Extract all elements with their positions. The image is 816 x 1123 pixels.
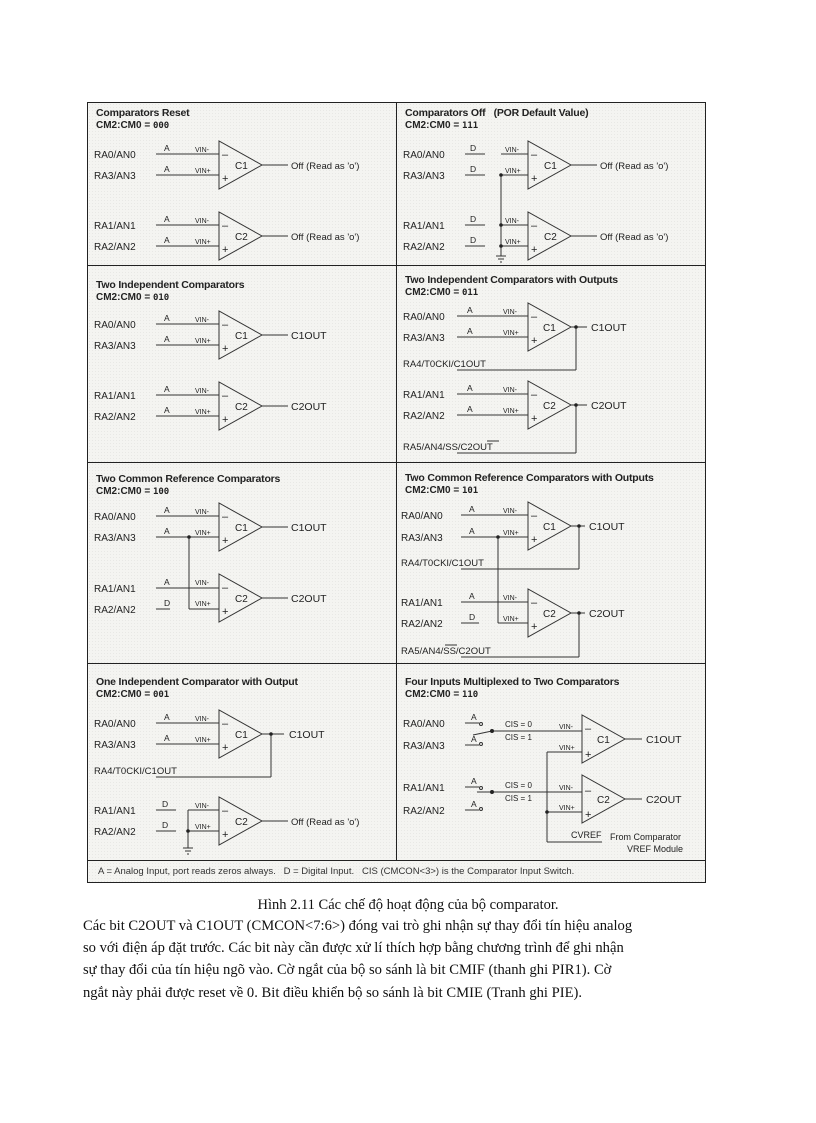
svg-text:CIS = 1: CIS = 1	[505, 733, 532, 742]
svg-text:D: D	[470, 164, 477, 174]
svg-text:D: D	[470, 143, 477, 153]
svg-text:C2: C2	[235, 817, 248, 828]
panel-title: Comparators Reset	[96, 107, 190, 119]
svg-text:RA2/AN2: RA2/AN2	[403, 242, 445, 253]
panel-two-common-reference	[88, 463, 396, 663]
svg-text:+: +	[222, 343, 229, 355]
svg-text:+: +	[585, 749, 592, 761]
svg-text:+: +	[222, 173, 229, 185]
svg-text:A: A	[164, 214, 170, 224]
mode-label: CM2:CM0 = 001	[96, 689, 170, 700]
svg-text:+: +	[531, 173, 538, 185]
svg-text:+: +	[222, 535, 229, 547]
svg-text:A: A	[469, 504, 475, 514]
svg-text:RA0/AN0: RA0/AN0	[94, 320, 136, 331]
svg-text:VIN+: VIN+	[195, 824, 211, 831]
svg-text:A: A	[471, 712, 477, 722]
mode-label: CM2:CM0 = 100	[96, 486, 170, 497]
svg-text:A: A	[164, 143, 170, 153]
mode-label: CM2:CM0 = 110	[405, 689, 479, 700]
svg-text:RA3/AN3: RA3/AN3	[94, 341, 136, 352]
svg-text:D: D	[469, 612, 476, 622]
svg-text:+: +	[222, 244, 229, 256]
svg-text:–: –	[531, 311, 538, 323]
two-common-reference-outputs-schematic	[397, 463, 705, 663]
svg-text:A: A	[164, 405, 170, 415]
svg-text:D: D	[164, 598, 171, 608]
svg-text:A: A	[164, 733, 170, 743]
svg-text:RA1/AN1: RA1/AN1	[94, 584, 136, 595]
svg-text:VIN-: VIN-	[195, 580, 209, 587]
one-independent-output-schematic	[88, 664, 396, 860]
svg-text:C1: C1	[235, 730, 248, 741]
svg-text:C2: C2	[544, 232, 557, 243]
svg-text:C2OUT: C2OUT	[591, 400, 627, 412]
svg-text:C1OUT: C1OUT	[291, 522, 327, 534]
svg-text:A: A	[164, 577, 170, 587]
panel-two-independent-outputs	[397, 266, 705, 462]
svg-text:CIS = 0: CIS = 0	[505, 720, 532, 729]
svg-text:RA1/AN1: RA1/AN1	[403, 390, 445, 401]
svg-text:Off (Read as 'o'): Off (Read as 'o')	[600, 161, 669, 172]
svg-text:RA4/T0CKI/C1OUT: RA4/T0CKI/C1OUT	[401, 558, 484, 569]
paragraph-line: sự thay đổi của tín hiệu ngõ vào. Cờ ngắt của bộ so sánh là bit CMIF (thanh ghi PIR1). Cờ	[83, 962, 612, 979]
svg-text:VIN-: VIN-	[503, 309, 517, 316]
svg-text:C1: C1	[235, 161, 248, 172]
svg-text:A: A	[164, 313, 170, 323]
svg-text:VIN-: VIN-	[195, 509, 209, 516]
svg-text:D: D	[470, 214, 477, 224]
svg-text:VIN+: VIN+	[503, 530, 519, 537]
svg-text:VIN+: VIN+	[195, 601, 211, 608]
svg-text:VIN-: VIN-	[195, 716, 209, 723]
two-common-reference-schematic	[88, 463, 396, 663]
svg-text:–: –	[585, 785, 592, 797]
panel-comparators-reset	[88, 103, 396, 265]
svg-text:CIS = 0: CIS = 0	[505, 781, 532, 790]
svg-text:–: –	[222, 220, 229, 232]
svg-text:CIS = 1: CIS = 1	[505, 794, 532, 803]
svg-text:C1OUT: C1OUT	[589, 521, 625, 533]
svg-text:C1: C1	[597, 735, 610, 746]
svg-text:Off (Read as 'o'): Off (Read as 'o')	[291, 232, 360, 243]
svg-text:RA1/AN1: RA1/AN1	[403, 783, 445, 794]
svg-text:VIN+: VIN+	[503, 330, 519, 337]
svg-text:A: A	[471, 776, 477, 786]
svg-text:RA3/AN3: RA3/AN3	[403, 741, 445, 752]
svg-text:VIN+: VIN+	[505, 239, 521, 246]
svg-text:A: A	[164, 334, 170, 344]
svg-text:RA4/T0CKI/C1OUT: RA4/T0CKI/C1OUT	[403, 359, 486, 370]
svg-text:–: –	[222, 511, 229, 523]
svg-text:–: –	[531, 510, 538, 522]
svg-text:–: –	[531, 389, 538, 401]
svg-text:RA1/AN1: RA1/AN1	[401, 598, 443, 609]
svg-text:–: –	[585, 723, 592, 735]
svg-text:C1: C1	[543, 522, 556, 533]
svg-text:C2: C2	[235, 232, 248, 243]
svg-text:D: D	[162, 799, 169, 809]
svg-text:–: –	[222, 390, 229, 402]
svg-text:C1: C1	[543, 323, 556, 334]
svg-text:A: A	[164, 384, 170, 394]
svg-text:A: A	[467, 326, 473, 336]
comparator-modes-figure	[87, 102, 706, 883]
svg-text:–: –	[222, 805, 229, 817]
svg-text:D: D	[162, 820, 169, 830]
svg-text:+: +	[531, 534, 538, 546]
two-independent-schematic	[88, 266, 396, 462]
svg-text:VIN-: VIN-	[195, 218, 209, 225]
svg-text:D: D	[470, 235, 477, 245]
paragraph-line: ngắt này phải được reset về 0. Bit điều khiển bộ so sánh là bit CMIE (Tranh ghi PIE).	[83, 984, 583, 1001]
svg-text:C2: C2	[597, 795, 610, 806]
figure-legend: A = Analog Input, port reads zeros always. D = Digital Input. CIS (CMCON<3>) is the Comparator Input Switch.	[98, 866, 575, 877]
svg-text:Off (Read as 'o'): Off (Read as 'o')	[600, 232, 669, 243]
svg-text:VIN-: VIN-	[195, 147, 209, 154]
svg-text:RA5/AN4/SS/C2OUT: RA5/AN4/SS/C2OUT	[401, 646, 491, 657]
svg-text:–: –	[222, 582, 229, 594]
panel-title: Two Independent Comparators	[96, 279, 245, 291]
svg-text:VIN+: VIN+	[559, 805, 575, 812]
svg-text:C2OUT: C2OUT	[291, 401, 327, 413]
svg-text:+: +	[531, 244, 538, 256]
panel-two-common-reference-outputs	[397, 463, 705, 663]
svg-text:C1: C1	[235, 523, 248, 534]
svg-text:C1OUT: C1OUT	[291, 330, 327, 342]
svg-text:–: –	[222, 718, 229, 730]
panel-title: One Independent Comparator with Output	[96, 676, 298, 688]
svg-text:VIN-: VIN-	[505, 218, 519, 225]
svg-text:C2: C2	[235, 594, 248, 605]
svg-text:RA3/AN3: RA3/AN3	[403, 333, 445, 344]
panel-four-inputs-multiplexed	[397, 664, 705, 860]
paragraph-line: Các bit C2OUT và C1OUT (CMCON<7:6>) đóng vai trò ghi nhận sự thay đổi tín hiệu analog	[83, 918, 633, 934]
svg-text:A: A	[471, 799, 477, 809]
figure-caption: Hình 2.11 Các chế độ hoạt động của bộ comparator.	[257, 897, 559, 913]
svg-text:RA2/AN2: RA2/AN2	[403, 411, 445, 422]
svg-text:A: A	[467, 383, 473, 393]
svg-text:RA3/AN3: RA3/AN3	[401, 533, 443, 544]
svg-text:VIN+: VIN+	[195, 530, 211, 537]
svg-text:RA3/AN3: RA3/AN3	[94, 533, 136, 544]
svg-text:Off (Read as 'o'): Off (Read as 'o')	[291, 161, 360, 172]
svg-text:+: +	[222, 414, 229, 426]
svg-text:VIN+: VIN+	[503, 408, 519, 415]
svg-text:RA4/T0CKI/C1OUT: RA4/T0CKI/C1OUT	[94, 766, 177, 777]
svg-text:RA0/AN0: RA0/AN0	[94, 719, 136, 730]
svg-text:VIN-: VIN-	[195, 388, 209, 395]
panel-title: Two Common Reference Comparators	[96, 473, 281, 485]
svg-text:–: –	[531, 149, 538, 161]
svg-text:RA3/AN3: RA3/AN3	[94, 171, 136, 182]
svg-text:VIN+: VIN+	[503, 616, 519, 623]
svg-text:A: A	[469, 591, 475, 601]
svg-text:A: A	[469, 526, 475, 536]
svg-text:C2: C2	[235, 402, 248, 413]
svg-text:RA2/AN2: RA2/AN2	[94, 827, 136, 838]
mode-label: CM2:CM0 = 011	[405, 287, 479, 298]
svg-text:C2: C2	[543, 609, 556, 620]
svg-text:RA0/AN0: RA0/AN0	[403, 150, 445, 161]
svg-text:Off (Read as 'o'): Off (Read as 'o')	[291, 817, 360, 828]
svg-text:VIN+: VIN+	[195, 168, 211, 175]
panel-title: Two Common Reference Comparators with Outputs	[405, 472, 654, 484]
svg-text:–: –	[222, 149, 229, 161]
svg-text:+: +	[222, 742, 229, 754]
four-inputs-multiplexed-schematic	[397, 664, 705, 860]
svg-text:C2OUT: C2OUT	[589, 608, 625, 620]
paragraph-line: so với điện áp đặt trước. Các bit này cần được xử lí thích hợp bằng chương trình để ghi nhận	[83, 940, 624, 957]
panel-title: Four Inputs Multiplexed to Two Comparators	[405, 676, 620, 688]
svg-text:A: A	[164, 526, 170, 536]
svg-text:RA1/AN1: RA1/AN1	[94, 806, 136, 817]
svg-text:RA3/AN3: RA3/AN3	[403, 171, 445, 182]
panel-title: Two Independent Comparators with Outputs	[405, 274, 618, 286]
input-label: RA0/AN0	[94, 150, 136, 161]
svg-text:VIN+: VIN+	[195, 338, 211, 345]
svg-text:VREF Module: VREF Module	[627, 844, 684, 854]
svg-text:RA0/AN0: RA0/AN0	[403, 312, 445, 323]
svg-text:C1: C1	[235, 331, 248, 342]
svg-text:C1OUT: C1OUT	[646, 734, 682, 746]
svg-text:RA0/AN0: RA0/AN0	[403, 719, 445, 730]
svg-text:RA2/AN2: RA2/AN2	[401, 619, 443, 630]
svg-text:VIN+: VIN+	[505, 168, 521, 175]
svg-text:A: A	[164, 235, 170, 245]
svg-text:RA0/AN0: RA0/AN0	[94, 512, 136, 523]
svg-text:+: +	[222, 829, 229, 841]
mode-label: CM2:CM0 = 111	[405, 120, 479, 131]
svg-text:RA2/AN2: RA2/AN2	[94, 605, 136, 616]
reset-schematic	[88, 103, 396, 265]
svg-text:RA5/AN4/SS/C2OUT: RA5/AN4/SS/C2OUT	[403, 442, 493, 453]
svg-text:RA1/AN1: RA1/AN1	[94, 221, 136, 232]
svg-text:VIN+: VIN+	[559, 745, 575, 752]
svg-text:+: +	[531, 621, 538, 633]
svg-text:–: –	[531, 220, 538, 232]
svg-text:RA2/AN2: RA2/AN2	[403, 806, 445, 817]
cvref-label: CVREF	[571, 830, 602, 840]
svg-text:+: +	[222, 606, 229, 618]
off-schematic	[397, 103, 705, 265]
svg-text:RA0/AN0: RA0/AN0	[401, 511, 443, 522]
mode-label: CM2:CM0 = 010	[96, 292, 170, 303]
panel-comparators-off	[397, 103, 705, 265]
svg-text:VIN-: VIN-	[195, 317, 209, 324]
panel-title: Comparators Off (POR Default Value)	[405, 107, 589, 119]
svg-text:From Comparator: From Comparator	[610, 832, 682, 842]
svg-text:VIN+: VIN+	[195, 409, 211, 416]
svg-text:C2OUT: C2OUT	[291, 593, 327, 605]
svg-text:+: +	[531, 335, 538, 347]
panel-two-independent	[88, 266, 396, 462]
svg-text:A: A	[467, 305, 473, 315]
svg-text:RA1/AN1: RA1/AN1	[94, 391, 136, 402]
svg-text:VIN+: VIN+	[195, 737, 211, 744]
two-independent-outputs-schematic	[397, 266, 705, 462]
svg-text:A: A	[164, 505, 170, 515]
svg-text:VIN+: VIN+	[195, 239, 211, 246]
svg-text:C2: C2	[543, 401, 556, 412]
svg-text:VIN-: VIN-	[503, 387, 517, 394]
svg-text:+: +	[531, 413, 538, 425]
body-paragraph	[83, 915, 734, 1004]
svg-text:VIN-: VIN-	[195, 803, 209, 810]
svg-text:C1OUT: C1OUT	[289, 729, 325, 741]
svg-text:RA2/AN2: RA2/AN2	[94, 242, 136, 253]
svg-text:–: –	[222, 319, 229, 331]
svg-text:RA2/AN2: RA2/AN2	[94, 412, 136, 423]
svg-text:RA3/AN3: RA3/AN3	[94, 740, 136, 751]
svg-text:A: A	[164, 712, 170, 722]
svg-text:VIN-: VIN-	[505, 147, 519, 154]
svg-text:+: +	[585, 809, 592, 821]
svg-text:VIN-: VIN-	[503, 595, 517, 602]
mode-label: CM2:CM0 = 000	[96, 120, 170, 131]
svg-text:VIN-: VIN-	[559, 724, 573, 731]
svg-text:–: –	[531, 597, 538, 609]
svg-text:VIN-: VIN-	[503, 508, 517, 515]
mode-label: CM2:CM0 = 101	[405, 485, 479, 496]
svg-text:A: A	[164, 164, 170, 174]
svg-text:A: A	[467, 404, 473, 414]
svg-text:C2OUT: C2OUT	[646, 794, 682, 806]
svg-text:C1OUT: C1OUT	[591, 322, 627, 334]
svg-text:A: A	[471, 734, 477, 744]
svg-text:VIN-: VIN-	[559, 785, 573, 792]
svg-text:RA1/AN1: RA1/AN1	[403, 221, 445, 232]
svg-text:C1: C1	[544, 161, 557, 172]
panel-one-independent-output	[88, 664, 396, 860]
